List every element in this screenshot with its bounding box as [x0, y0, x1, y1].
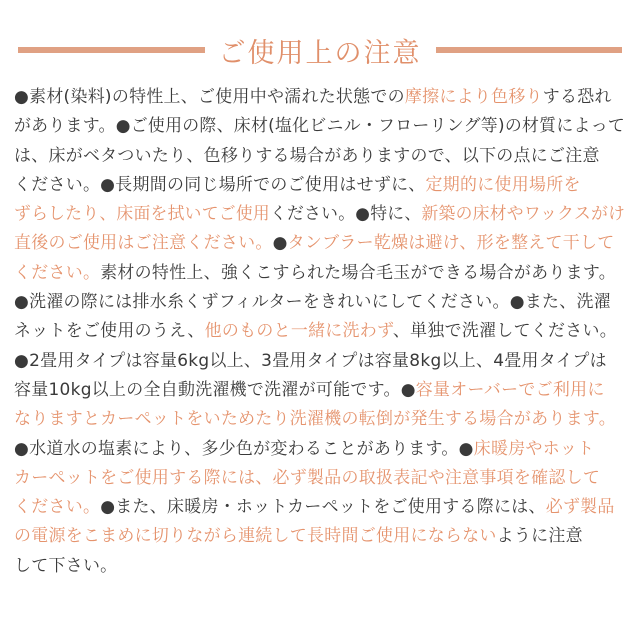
body-text: があります。●ご使用の際、床材(塩化ビニル・フローリング等)の材質によって — [14, 115, 626, 136]
highlighted-text: 他のものと一緒に洗わず — [204, 320, 393, 341]
text-line — [14, 111, 628, 140]
body-text: ●水道水の塩素により、多少色が変わることがあります。● — [14, 437, 474, 458]
title-rule-left — [18, 47, 205, 53]
highlighted-text: 新築の床材やワックスがけ — [421, 203, 626, 224]
caution-text — [14, 82, 628, 580]
highlighted-text: タンブラー乾燥は避け、形を整えて干して — [287, 232, 615, 253]
body-text: 、単独で洗濯してください。 — [392, 320, 617, 341]
body-text: ください。●特に、 — [269, 203, 422, 224]
body-text: は、床がベタついたり、色移りする場合がありますので、以下の点にご注意 — [14, 144, 600, 165]
body-text: 容量10kg以上の全自動洗濯機で洗濯が可能です。● — [14, 378, 416, 399]
highlighted-text: 定期的に使用場所を — [425, 173, 581, 194]
text-line — [14, 346, 628, 375]
highlighted-text: ください。 — [14, 261, 101, 282]
body-text: ネットをご使用のうえ、 — [14, 320, 205, 341]
body-text: ください。●長期間の同じ場所でのご使用はせずに、 — [14, 173, 426, 194]
text-line — [14, 258, 628, 287]
text-line — [14, 375, 628, 404]
body-text: して下さい。 — [14, 554, 118, 575]
highlighted-text: 直後のご使用はご注意ください。 — [14, 232, 273, 253]
text-line — [14, 551, 628, 580]
text-line — [14, 199, 628, 228]
text-line — [14, 492, 628, 521]
body-text: ●素材(染料)の特性上、ご使用中や濡れた状態での — [14, 86, 405, 106]
highlighted-text: ください。 — [14, 496, 101, 517]
text-line — [14, 521, 628, 550]
body-text: ように注意 — [496, 525, 583, 546]
highlighted-text: ずらしたり、床面を拭いてご使用 — [14, 203, 270, 224]
highlighted-text: 床暖房やホット — [473, 437, 595, 458]
highlighted-text: の電源をこまめに切りながら連続して長時間ご使用にならない — [14, 525, 497, 546]
page-title: ご使用上の注意 — [218, 37, 422, 69]
body-text: ●2畳用タイプは容量6kg以上、3畳用タイプは容量8kg以上、4畳用タイプは — [14, 349, 607, 370]
text-line — [14, 434, 628, 463]
highlighted-text: なりますとカーペットをいためたり洗濯機の転倒が発生する場合があります。 — [14, 408, 616, 429]
text-line — [14, 82, 628, 111]
body-text: ●洗濯の際には排水糸くずフィルターをきれいにしてください。●また、洗濯 — [14, 291, 611, 312]
title-rule-right — [436, 47, 623, 53]
text-line — [14, 228, 628, 257]
text-line — [14, 141, 628, 170]
body-text: 素材の特性上、強くこすられた場合毛玉ができる場合があります。 — [100, 261, 616, 282]
highlighted-text: カーペットをご使用する際には、必ず製品の取扱表記や注意事項を確認して — [14, 466, 601, 487]
text-line — [14, 463, 628, 492]
highlighted-text: 摩擦により色移り — [404, 86, 543, 106]
title-row — [18, 30, 622, 70]
body-text: する恐れ — [542, 86, 612, 106]
text-line — [14, 316, 628, 345]
body-text: ● — [272, 232, 288, 253]
highlighted-text: 必ず製品 — [545, 496, 615, 517]
body-text: ●また、床暖房・ホットカーペットをご使用する際には、 — [100, 496, 546, 517]
text-line — [14, 404, 628, 433]
text-line — [14, 287, 628, 316]
highlighted-text: 容量オーバーでご利用に — [415, 378, 605, 399]
text-line — [14, 170, 628, 199]
